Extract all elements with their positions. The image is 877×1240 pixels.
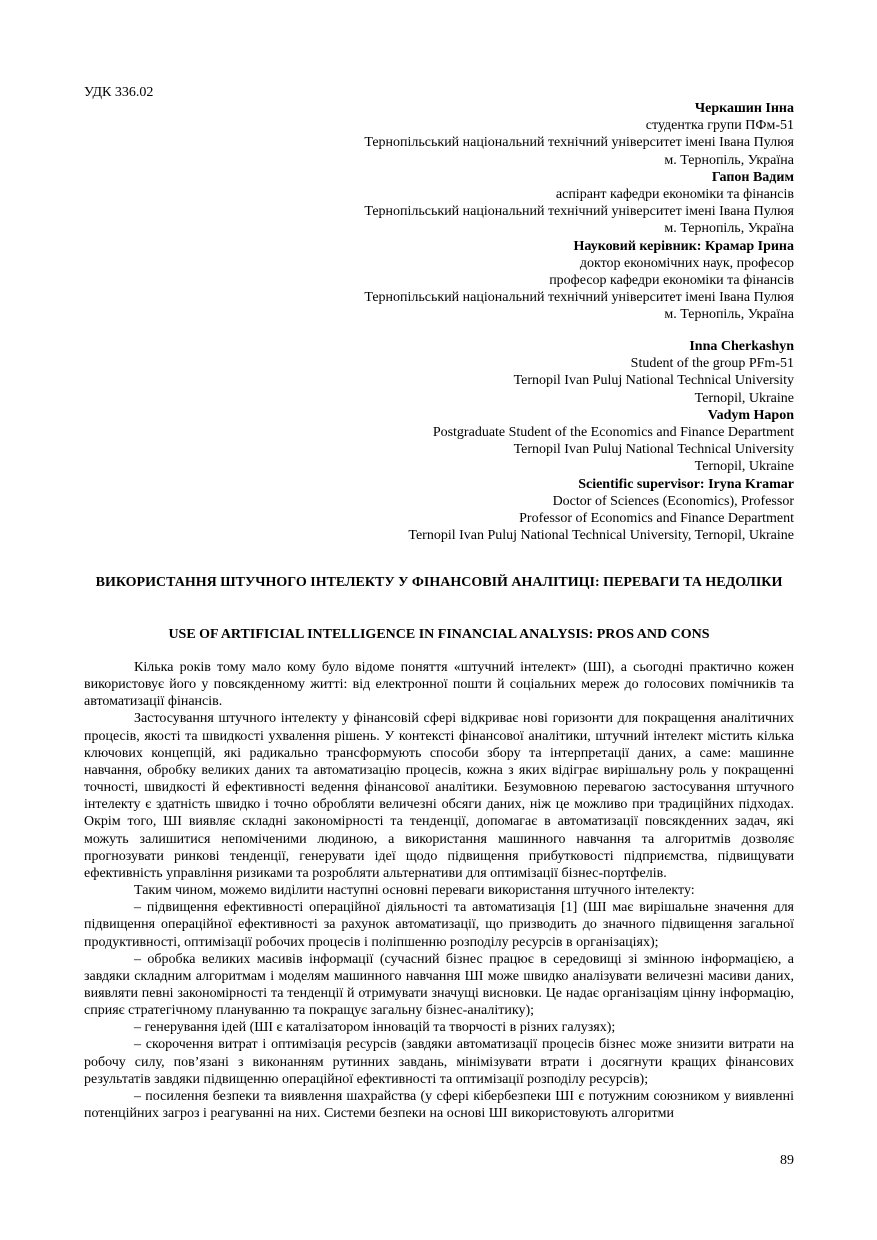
author-affiliation-line: Postgraduate Student of the Economics and Finance Department	[432, 425, 794, 441]
author-block-ukrainian	[84, 100, 794, 324]
paragraph: Таким чином, можемо виділити наступні основні переваги використання штучного інтелекту:	[134, 883, 695, 899]
article-title-english: USE OF ARTIFICIAL INTELLIGENCE IN FINANCIAL ANALYSIS: PROS AND CONS	[168, 627, 710, 642]
author-name-line: Гапон Вадим	[711, 169, 794, 185]
author-affiliation-line: професор кафедри економіки та фінансів	[549, 273, 794, 289]
author-affiliation-line: аспірант кафедри економіки та фінансів	[555, 187, 794, 203]
list-item: – обробка великих масивів інформації (сучасний бізнес працює в середовищі зі змінною інформацією, а завдяки складним алгоритмам і моделям машинного навчання ШІ може швидко аналізувати величезні масиви даних, виявляти певні закономірності та тенденції й отримувати значущі висновки. Це надає організаціям цінну інформацію, сприяє стратегічному плануванню та покращує загальну бізнес-аналітику);	[84, 951, 794, 1019]
author-affiliation-line: Тернопільський національний технічний університет імені Івана Пулюя	[364, 204, 794, 220]
author-affiliation-line: студентка групи ПФм-51	[645, 118, 794, 134]
author-affiliation-line: Ternopil Ivan Puluj National Technical University	[513, 373, 794, 389]
author-block-english	[84, 338, 794, 544]
author-affiliation-line: м. Тернопіль, Україна	[664, 221, 794, 237]
author-name-line: Vadym Hapon	[707, 407, 794, 423]
author-affiliation-line: Doctor of Sciences (Economics), Professor	[552, 493, 794, 509]
list-item: – генерування ідей (ШІ є каталізатором інновацій та творчості в різних галузях);	[134, 1020, 616, 1036]
author-affiliation-line: Тернопільський національний технічний університет імені Івана Пулюя	[364, 290, 794, 306]
author-affiliation-line: Student of the group PFm-51	[630, 356, 794, 372]
list-item: – підвищення ефективності операційної діяльності та автоматизація [1] (ШІ має вирішальне значення для підвищення операційної ефективності за рахунок автоматизації, що призводить до значного підвищення загальної продуктивності, оптимізації робочих процесів і поліпшенню розподілу ресурсів в організаціях);	[84, 900, 794, 950]
author-affiliation-line: Тернопільський національний технічний університет імені Івана Пулюя	[364, 135, 794, 151]
author-name-line: Науковий керівник: Крамар Ірина	[573, 238, 794, 254]
author-affiliation-line: Ternopil, Ukraine	[694, 459, 794, 475]
author-affiliation-line: Ternopil Ivan Puluj National Technical University, Ternopil, Ukraine	[408, 528, 794, 544]
article-body	[84, 659, 794, 1122]
author-affiliation-line: Ternopil, Ukraine	[694, 390, 794, 406]
udk-code: УДК 336.02	[84, 85, 154, 100]
author-affiliation-line: м. Тернопіль, Україна	[664, 152, 794, 168]
author-name-line: Scientific supervisor: Iryna Kramar	[578, 476, 794, 492]
paragraph: Кілька років тому мало кому було відоме поняття «штучний інтелект» (ШІ), а сьогодні практично кожен використовує його у повсякденному житті: від електронної пошти й соціальних мереж до голосових помічників та автоматизації фінансів.	[84, 660, 794, 710]
author-affiliation-line: доктор економічних наук, професор	[579, 255, 794, 271]
paragraph: Застосування штучного інтелекту у фінансовій сфері відкриває нові горизонти для покращення аналітичних процесів, якості та швидкості ухвалення рішень. У контексті фінансової аналітики, штучний інтелект містить кілька ключових концепцій, які радикально трансформують способи збору та інтерпретації даних, а саме: машинне навчання, обробку великих даних та автоматизацію процесів, кожна з яких відіграє вирішальну роль у покращенні точності, швидкості й ефективності ведення фінансової аналітики. Безумовною перевагою застосування штучного інтелекту є здатність швидко і точно обробляти величезні обсяги даних, ніж це можливо при традиційних підходах. Окрім того, ШІ виявляє складні закономірності та тенденції, допомагає в автоматизації повсякденних задач, які можуть залишитися непоміченими людиною, а використання машинного навчання та алгоритмів дозволяє прогнозувати ринкові тенденції, генерувати ідеї щодо підвищення прибутковості підприємства, підвищувати ефективність управління ризиками та розробляти альтернативи для оптимізації бізнес-портфелів.	[84, 711, 794, 881]
author-name-line: Inna Cherkashyn	[689, 339, 794, 354]
author-affiliation-line: Professor of Economics and Finance Department	[519, 511, 794, 527]
author-affiliation-line: м. Тернопіль, Україна	[664, 307, 794, 323]
author-name-line: Черкашин Інна	[694, 101, 794, 116]
list-item: – посилення безпеки та виявлення шахрайства (у сфері кібербезпеки ШІ є потужним союзником у виявленні потенційних загроз і реагуванні на них. Системи безпеки на основі ШІ використовують алгоритми	[84, 1088, 794, 1122]
article-title-ukrainian: ВИКОРИСТАННЯ ШТУЧНОГО ІНТЕЛЕКТУ У ФІНАНСОВІЙ АНАЛІТИЦІ: ПЕРЕВАГИ ТА НЕДОЛІКИ	[95, 575, 783, 590]
author-affiliation-line: Ternopil Ivan Puluj National Technical University	[513, 442, 794, 458]
page-number: 89	[780, 1153, 794, 1168]
list-item: – скорочення витрат і оптимізація ресурсів (завдяки автоматизації процесів бізнес може знизити витрати на робочу силу, пов’язані з виконанням рутинних завдань, мінімізувати втрати і досягнути кращих фінансових результатів завдяки підвищенню операційної ефективності та оптимізації розподілу ресурсів);	[84, 1037, 794, 1087]
